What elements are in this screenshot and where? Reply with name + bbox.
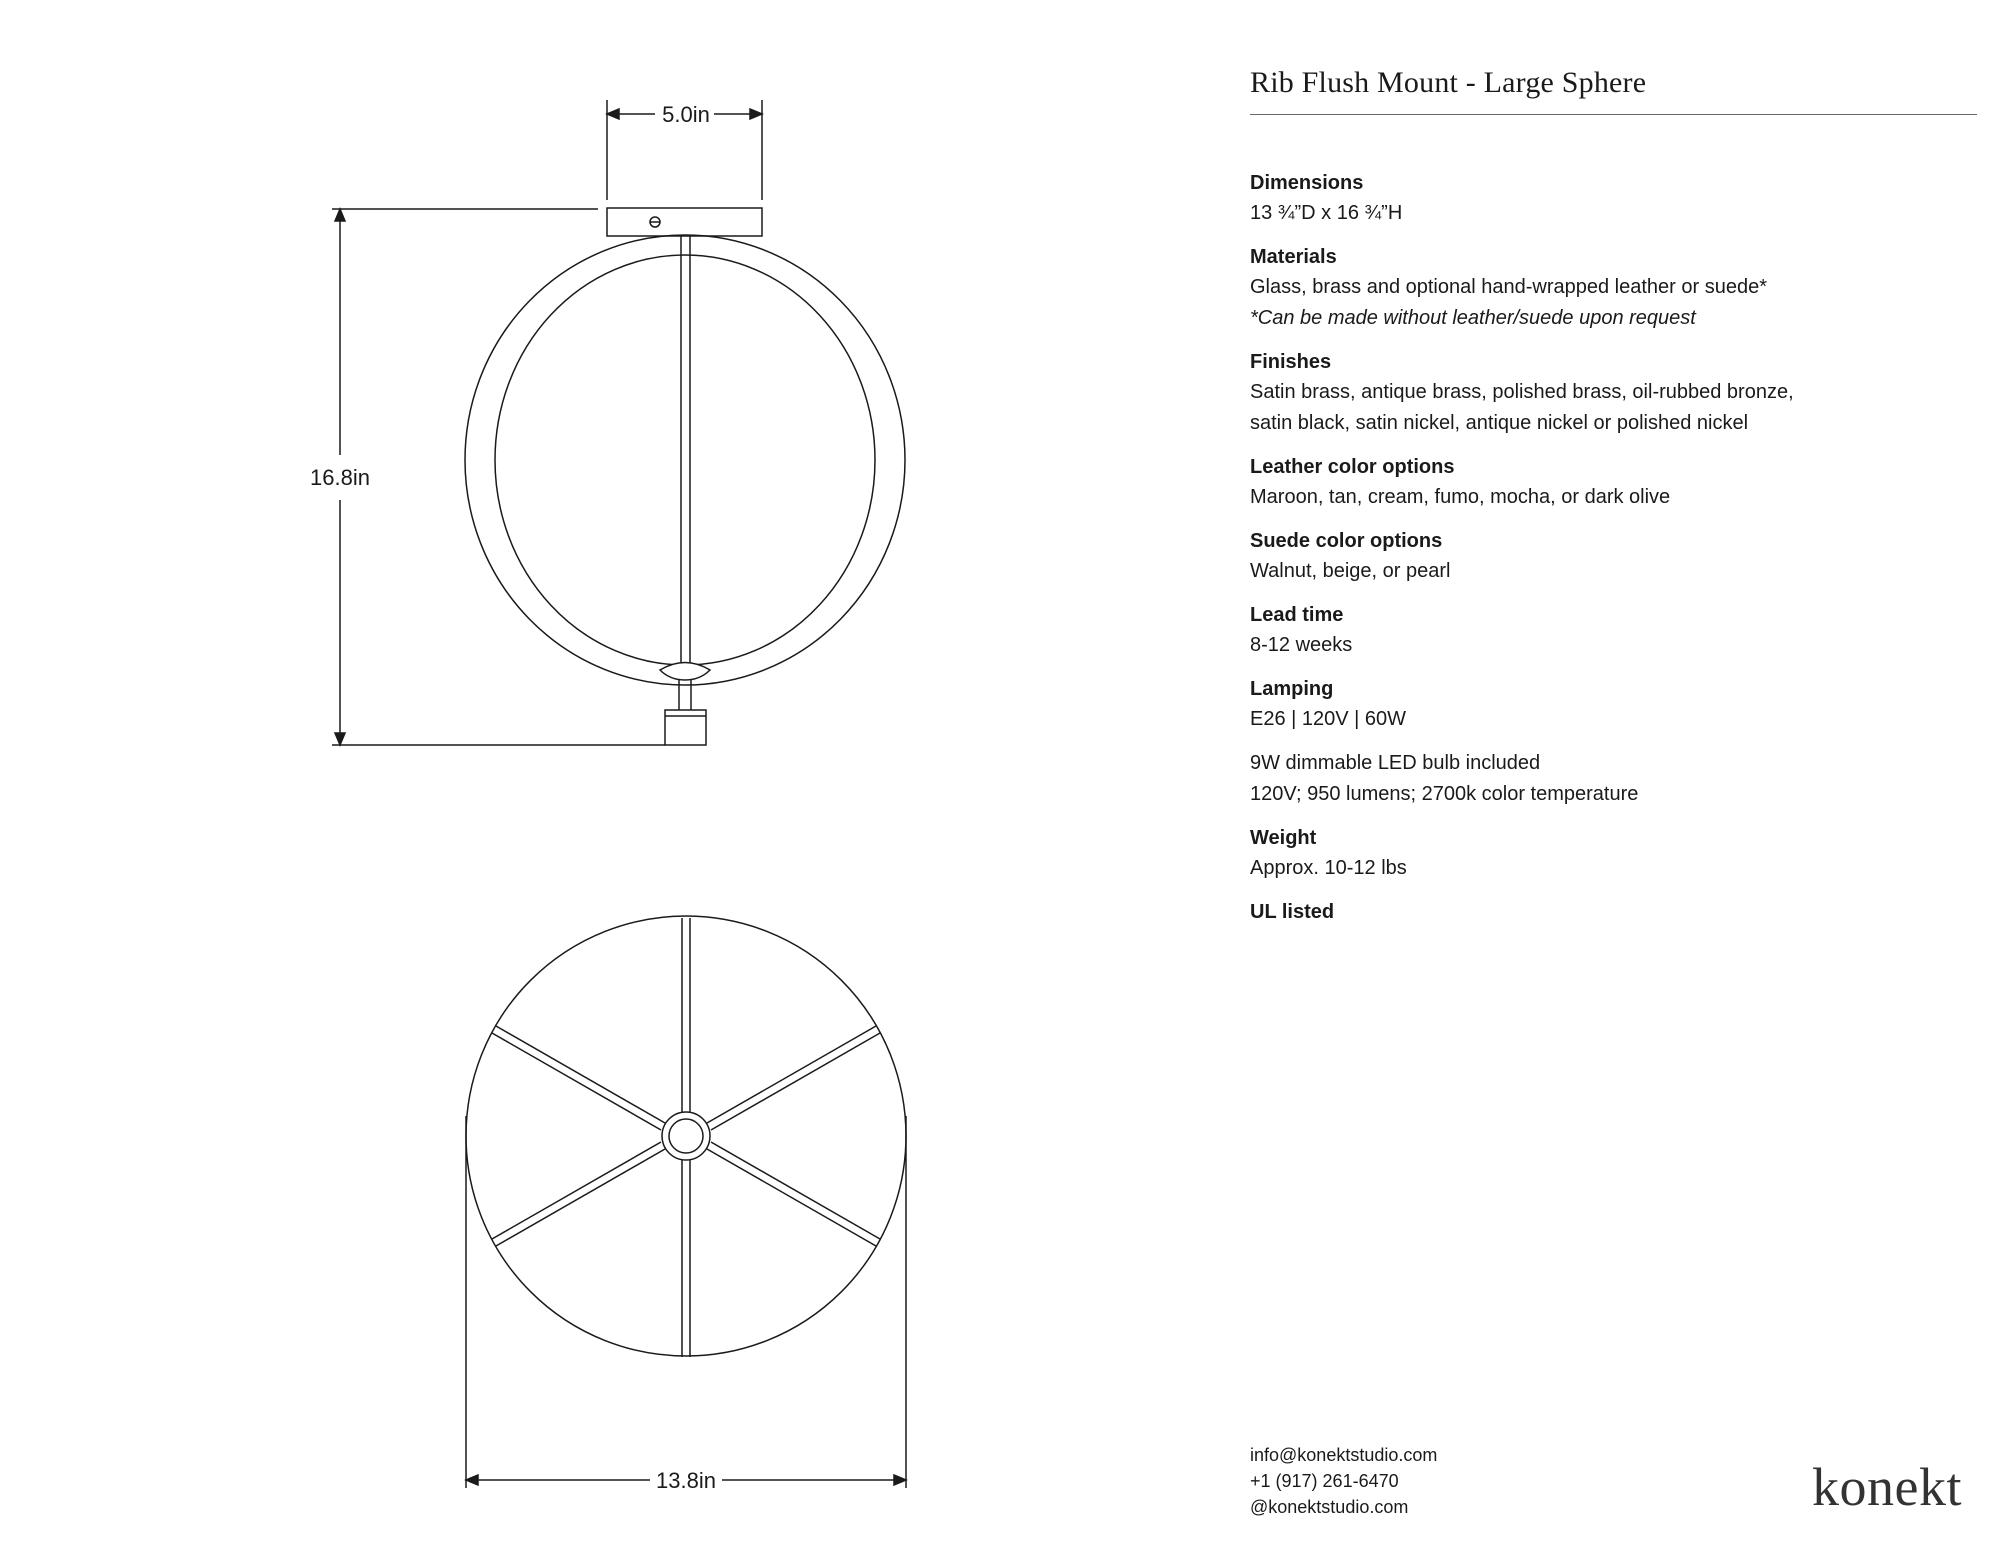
spec-value: 9W dimmable LED bulb included xyxy=(1250,752,1541,774)
spec-dimensions xyxy=(1250,168,1970,229)
spec-label: Lead time xyxy=(1250,604,1344,626)
spec-label: Dimensions xyxy=(1250,172,1364,194)
spec-label: Finishes xyxy=(1250,351,1332,373)
spec-label: UL listed xyxy=(1250,901,1335,923)
spec-value: 120V; 950 lumens; 2700k color temperature xyxy=(1250,783,1639,805)
height-dimension xyxy=(332,209,665,745)
spec-value: Satin brass, antique brass, polished brass, oil-rubbed bronze, xyxy=(1250,381,1794,403)
spec-value: 8-12 weeks xyxy=(1250,634,1353,656)
spec-weight xyxy=(1250,823,1970,884)
product-title: Rib Flush Mount - Large Sphere xyxy=(1250,66,1647,99)
spec-finishes xyxy=(1250,347,1970,439)
bottom-dimension-label: 13.8in xyxy=(656,1468,716,1493)
spec-value: satin black, satin nickel, antique nickel or polished nickel xyxy=(1250,412,1749,434)
contact-block xyxy=(1250,1442,1437,1520)
spec-label: Lamping xyxy=(1250,678,1334,700)
spec-note: *Can be made without leather/suede upon request xyxy=(1250,307,1696,329)
spec-list xyxy=(1250,168,1970,940)
spec-bulb xyxy=(1250,748,1970,810)
height-dimension-label: 16.8in xyxy=(310,465,370,490)
spec-suede-colors xyxy=(1250,526,1970,587)
contact-phone[interactable]: +1 (917) 261-6470 xyxy=(1250,1471,1399,1491)
spec-value: E26 | 120V | 60W xyxy=(1250,708,1407,730)
spec-lamping xyxy=(1250,674,1970,735)
contact-email[interactable]: info@konektstudio.com xyxy=(1250,1445,1438,1465)
spec-label: Materials xyxy=(1250,246,1337,268)
spec-value: Glass, brass and optional hand-wrapped leather or suede* xyxy=(1250,276,1767,298)
spec-value: Approx. 10-12 lbs xyxy=(1250,857,1407,879)
spec-value: Maroon, tan, cream, fumo, mocha, or dark olive xyxy=(1250,486,1671,508)
bottom-plan-view xyxy=(466,916,906,1357)
spec-value: 13 ¾”D x 16 ¾”H xyxy=(1250,202,1403,224)
top-dimension-label: 5.0in xyxy=(662,102,710,127)
bottom-dimension xyxy=(466,1116,906,1488)
spec-ul-listed xyxy=(1250,897,1970,927)
rib-spokes xyxy=(492,918,880,1357)
spec-label: Weight xyxy=(1250,827,1317,849)
spec-leather-colors xyxy=(1250,452,1970,513)
spec-label: Leather color options xyxy=(1250,456,1455,478)
spec-label: Suede color options xyxy=(1250,530,1443,552)
spec-value: Walnut, beige, or pearl xyxy=(1250,560,1451,582)
spec-lead-time xyxy=(1250,600,1970,661)
brand-logo: konekt xyxy=(1812,1457,1962,1517)
contact-social[interactable]: @konektstudio.com xyxy=(1250,1497,1409,1517)
spec-materials xyxy=(1250,242,1970,334)
side-elevation xyxy=(465,208,905,745)
title-divider xyxy=(1250,114,1977,115)
